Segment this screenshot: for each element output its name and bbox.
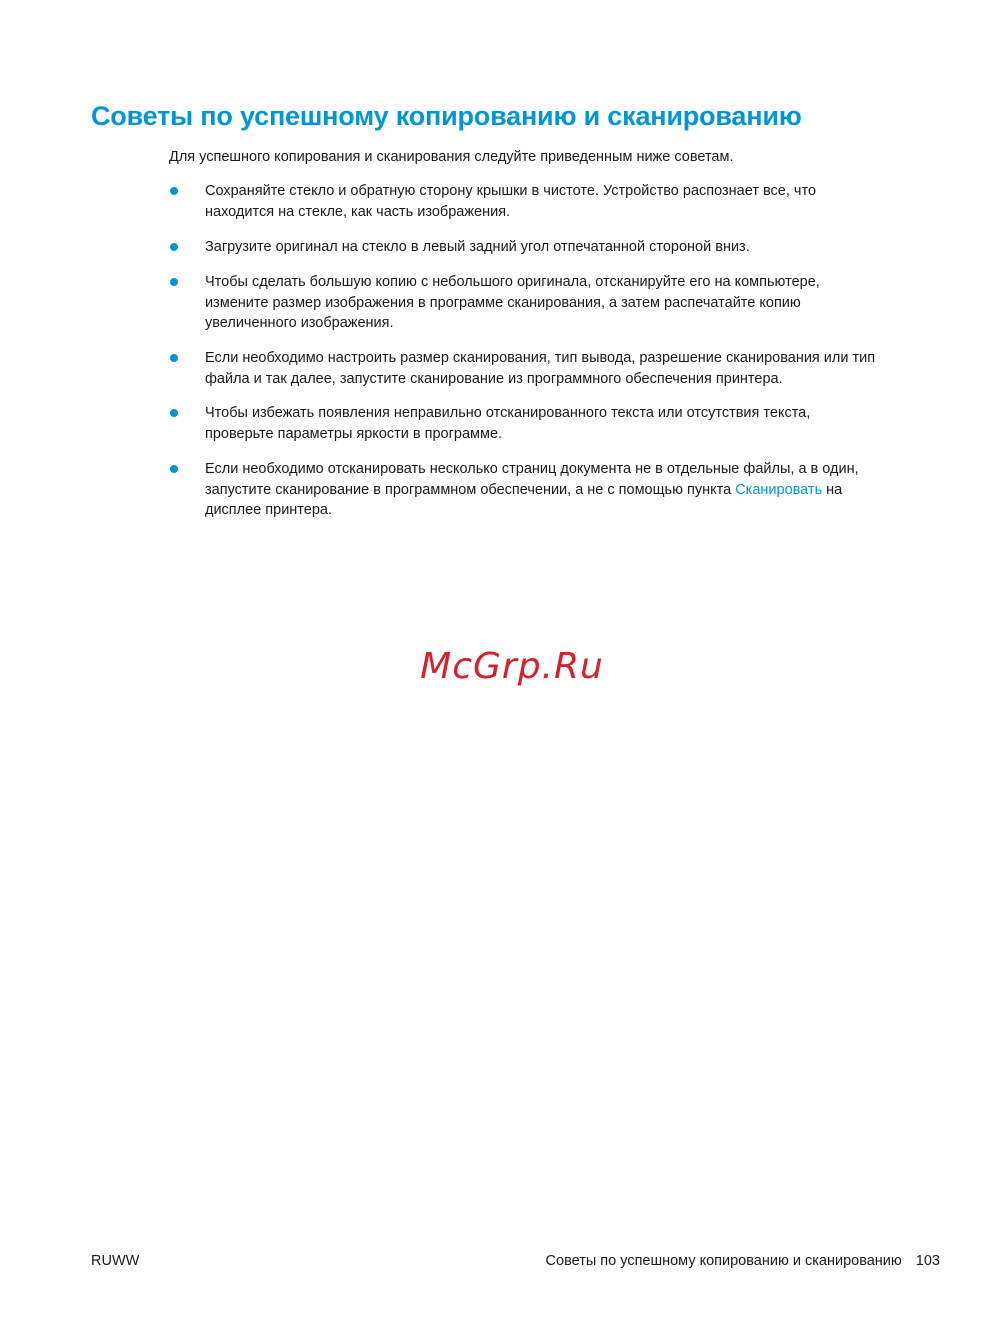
tip-text-line: Сохраняйте стекло и обратную сторону крышки в чистоте. Устройство распознает все, что (205, 183, 817, 199)
tip-text-line: дисплее принтера. (205, 502, 333, 518)
tip-text-line: Если необходимо отсканировать несколько страниц документа не в отдельные файлы, а в один, (205, 461, 859, 477)
intro-paragraph: Для успешного копирования и сканирования следуйте приведенным ниже советам. (169, 149, 734, 165)
bullet-icon (170, 409, 178, 417)
tip-text-line: Чтобы сделать большую копию с небольшого оригинала, отсканируйте его на компьютере, (205, 274, 820, 290)
tip-text-line: проверьте параметры яркости в программе. (205, 425, 503, 442)
tip-text-line: измените размер изображения в программе сканирования, а затем распечатайте копию (205, 294, 801, 311)
page-number: 103 (915, 1253, 940, 1269)
list-item (205, 459, 935, 521)
bullet-icon (170, 243, 178, 251)
tip-text-segment: на (822, 481, 843, 498)
page-title: Советы по успешному копированию и сканированию (91, 101, 802, 131)
tip-text-line: файла и так далее, запустите сканирование из программного обеспечения принтера. (205, 370, 783, 387)
tip-text-line: Загрузите оригинал на стекло в левый задний угол отпечатанной стороной вниз. (205, 239, 750, 255)
list-item (205, 348, 935, 389)
footer-section-title: Советы по успешному копированию и сканированию (545, 1253, 902, 1269)
tip-text-line: находится на стекле, как часть изображения. (205, 203, 511, 220)
list-item (205, 181, 935, 222)
list-item (205, 237, 935, 258)
bullet-icon (170, 354, 178, 362)
list-item (205, 403, 935, 444)
tip-text-line (205, 480, 935, 501)
bullet-icon (170, 278, 178, 286)
tip-text-line: Чтобы избежать появления неправильно отсканированного текста или отсутствия текста, (205, 405, 811, 421)
list-item (205, 272, 935, 334)
watermark: McGrp.Ru (420, 646, 604, 687)
scan-menu-link[interactable]: Сканировать (735, 481, 823, 498)
bullet-icon (170, 465, 178, 473)
tip-text-line: Если необходимо настроить размер сканирования, тип вывода, разрешение сканирования или тип (205, 350, 876, 366)
tip-text-segment: запустите сканирование в программном обеспечении, а не с помощью пункта (205, 481, 736, 498)
tip-text-line: увеличенного изображения. (205, 315, 394, 331)
footer-locale: RUWW (91, 1253, 140, 1269)
bullet-icon (170, 187, 178, 195)
footer-running-title (546, 1251, 940, 1271)
